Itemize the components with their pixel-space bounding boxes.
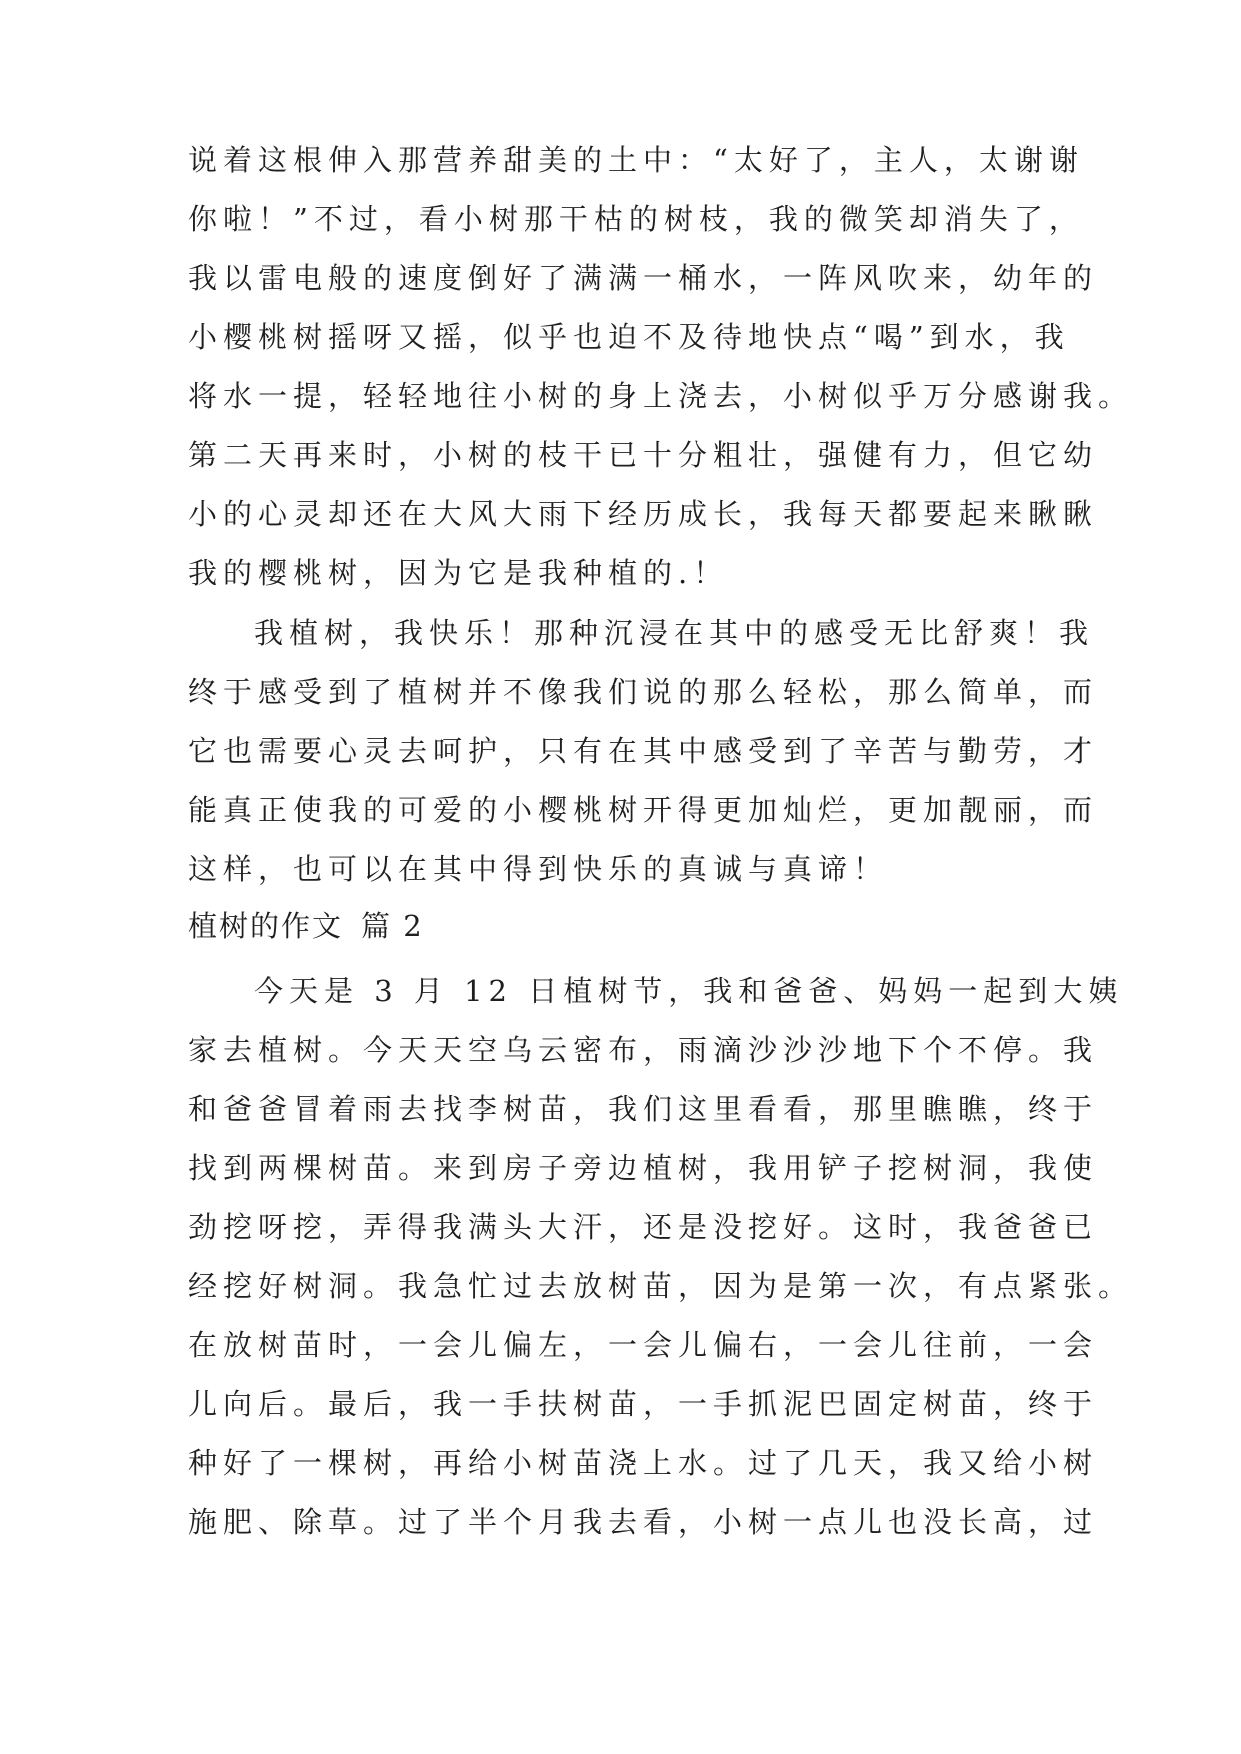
text-line: 终于感受到了植树并不像我们说的那么轻松，那么简单，而 — [188, 675, 1099, 709]
text-line: 儿向后。最后，我一手扶树苗，一手抓泥巴固定树苗，终于 — [188, 1387, 1099, 1421]
text-line: 劲挖呀挖，弄得我满头大汗，还是没挖好。这时，我爸爸已 — [188, 1210, 1099, 1244]
section-title: 植树的作文 — [188, 909, 344, 943]
text-line: 我植树，我快乐！那种沉浸在其中的感受无比舒爽！我 — [254, 616, 1095, 650]
text-line: 小的心灵却还在大风大雨下经历成长，我每天都要起来瞅瞅 — [188, 497, 1099, 531]
text-line: 我的樱桃树，因为它是我种植的.！ — [188, 556, 729, 590]
text-line: 和爸爸冒着雨去找李树苗，我们这里看看，那里瞧瞧，终于 — [188, 1092, 1099, 1126]
section-heading — [188, 897, 1054, 956]
text-line: 它也需要心灵去呵护，只有在其中感受到了辛苦与勤劳，才 — [188, 734, 1099, 768]
text-line: 在放树苗时，一会儿偏左，一会儿偏右，一会儿往前，一会 — [188, 1328, 1099, 1362]
section-label: 篇 2 — [361, 909, 424, 943]
text-line: 说着这根伸入那营养甜美的土中：“太好了，主人，太谢谢 — [188, 143, 1084, 177]
text-line: 能真正使我的可爱的小樱桃树开得更加灿烂，更加靓丽，而 — [188, 793, 1099, 827]
text-line: 施肥、除草。过了半个月我去看，小树一点儿也没长高，过 — [188, 1505, 1099, 1539]
text-line: 我以雷电般的速度倒好了满满一桶水，一阵风吹来，幼年的 — [188, 261, 1099, 295]
paragraph-3 — [188, 962, 1134, 1552]
text-line: 将水一提，轻轻地往小树的身上浇去，小树似乎万分感谢我。 — [188, 379, 1134, 413]
text-line: 家去植树。今天天空乌云密布，雨滴沙沙沙地下个不停。我 — [188, 1033, 1099, 1067]
section-heading-line — [188, 897, 1054, 956]
text-line: 经挖好树洞。我急忙过去放树苗，因为是第一次，有点紧张。 — [188, 1269, 1134, 1303]
paragraph-2 — [188, 604, 1099, 899]
text-line: 找到两棵树苗。来到房子旁边植树，我用铲子挖树洞，我使 — [188, 1151, 1099, 1185]
text-line: 今天是 3 月 12 日植树节，我和爸爸、妈妈一起到大姨 — [254, 974, 1124, 1008]
text-line: 你啦！”不过，看小树那干枯的树枝，我的微笑却消失了， — [188, 202, 1084, 236]
text-line: 第二天再来时，小树的枝干已十分粗壮，强健有力，但它幼 — [188, 438, 1099, 472]
paragraph-1 — [188, 131, 1134, 603]
text-line: 种好了一棵树，再给小树苗浇上水。过了几天，我又给小树 — [188, 1446, 1099, 1480]
text-line: 这样，也可以在其中得到快乐的真诚与真谛！ — [188, 852, 889, 886]
text-line: 小樱桃树摇呀又摇，似乎也迫不及待地快点“喝”到水，我 — [188, 320, 1070, 354]
